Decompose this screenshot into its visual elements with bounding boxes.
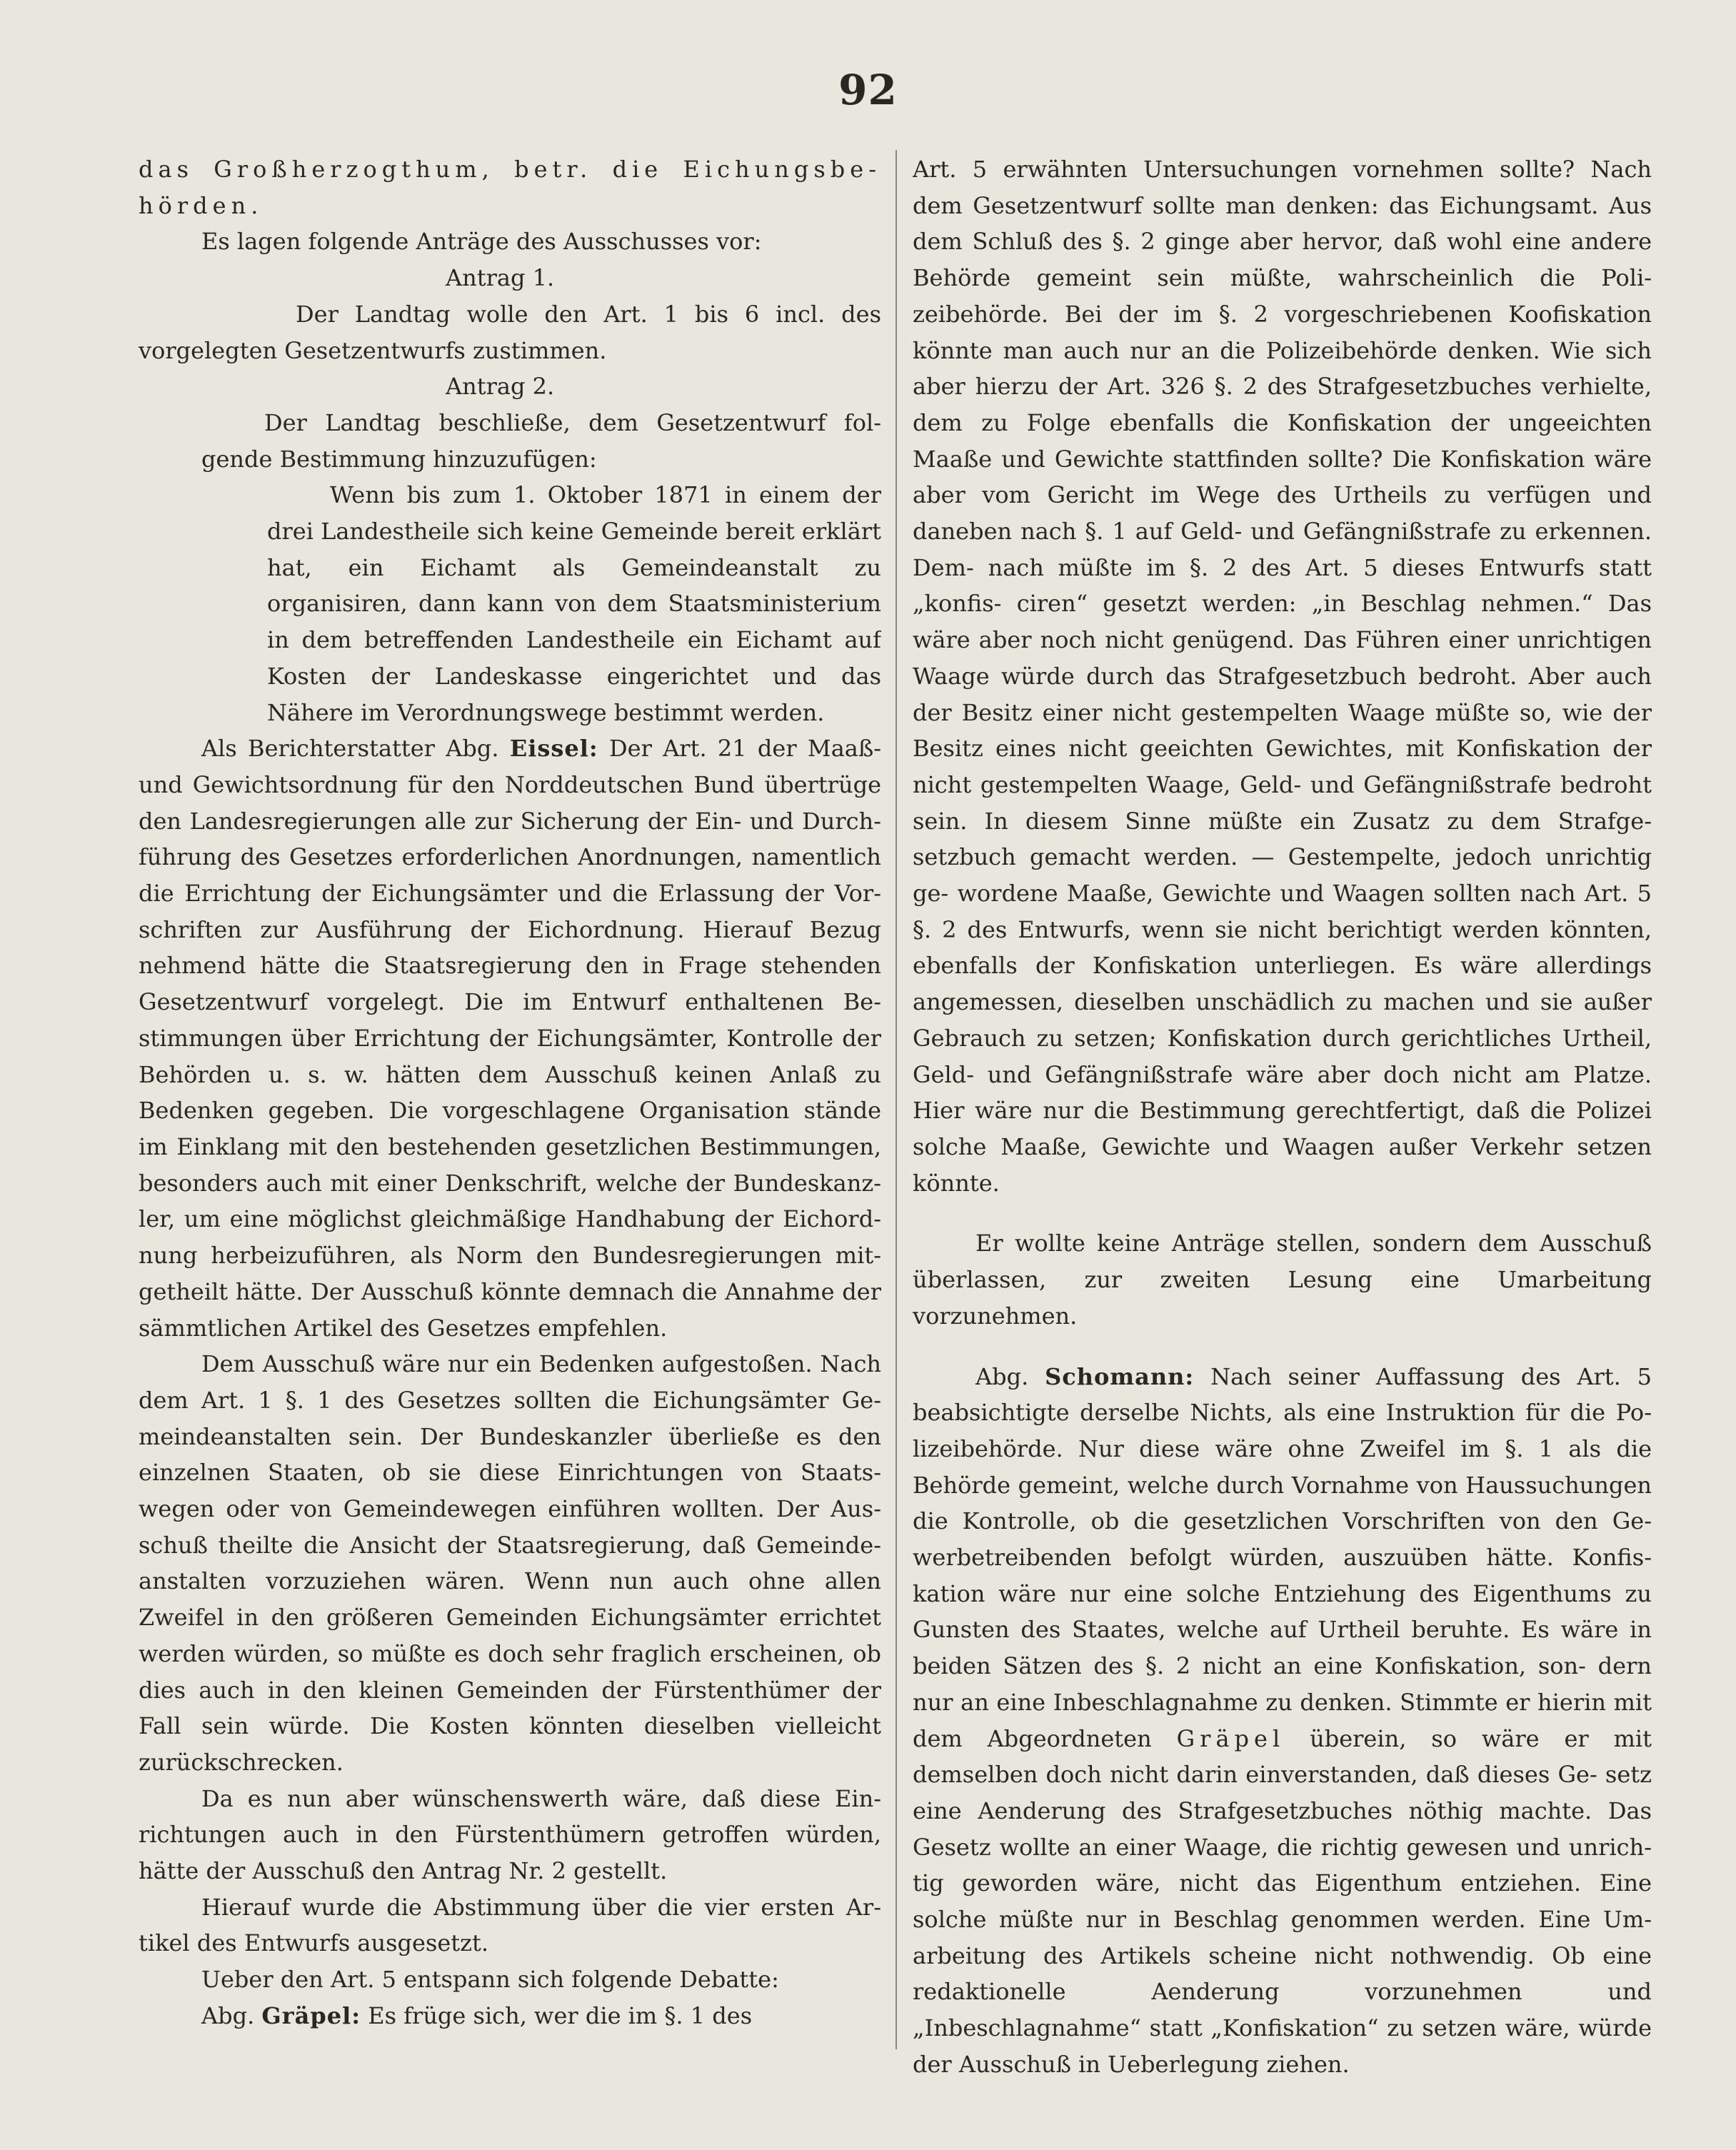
speech-text: Es früge sich, wer die im §. 1 des <box>368 2001 753 2029</box>
left-column <box>139 151 881 2108</box>
motion-text: Der Landtag beschließe, dem Gesetzentwurf fol- gende Bestimmung hinzuzufügen: <box>201 408 881 473</box>
paragraph: Er wollte keine Anträge stellen, sondern dem Ausschuß überlassen, zur zweiten Lesung eine Umarbeitung vorzunehmen. <box>913 1230 1652 1330</box>
paragraph: Art. 5 erwähnten Untersuchungen vornehmen sollte? Nach dem Gesetzentwurf sollte man denken: das Eichungsamt. Aus dem Schluß des §. 2 ginge aber hervor, daß wohl eine andere Behörde gemeint sein müßte, wahrscheinlich die Poli- zeibehörde. Bei der im §. 2 vorgeschriebenen Koofiskation könnte man auch nur an die Polizeibehörde denken. Wie sich aber hierzu der Art. 326 §. 2 des Strafgesetzbuches verhielte, dem zu Folge ebenfalls die Konfiskation der ungeeichten Maaße und Gewichte stattfinden sollte? Die Konfiskation wäre aber vom Gericht im Wege des Urtheils zu verfügen und daneben nach §. 1 auf Geld- und Gefängnißstrafe zu erkennen. Dem- nach müßte im §. 2 des Art. 5 dieses Entwurfs statt „konfis- ciren“ gesetzt werden: „in Beschlag nehmen.“ Das wäre aber noch nicht genügend. Das Führen einer unrichtigen Waage würde durch das Strafgesetzbuch bedroht. Aber auch der Besitz einer nicht gestempelten Waage müßte so, wie der Besitz eines nicht geeichten Gewichtes, mit Konfiskation der nicht gestempelten Waage, Geld- und Gefängnißstrafe bedroht sein. In diesem Sinne müßte ein Zusatz zu dem Strafge- setzbuch gemacht werden. — Gestempelte, jedoch unrichtig ge- wordene Maaße, Gewichte und Waagen sollten nach Art. 5 §. 2 des Entwurfs, wenn sie nicht berichtigt werden könnten, ebenfalls der Konfiskation unterliegen. Es wäre allerdings angemessen, dieselben unschädlich zu machen und sie außer Gebrauch zu setzen; Konfiskation durch gerichtliches Urtheil, Geld- und Gefängnißstrafe wäre aber doch nicht am Platze. Hier wäre nur die Bestimmung gerechtfertigt, daß die Polizei solche Maaße, Gewichte und Waagen außer Verkehr setzen könnte. <box>913 156 1652 1197</box>
paragraph <box>913 1359 1652 2083</box>
column-divider <box>895 150 897 2049</box>
page-number: 92 <box>838 66 898 114</box>
speech-text: überein, so wäre er mit demselben doch nicht darin einverstanden, daß dieses Ge- setz eine Aenderung des Strafgesetzbuches nöthig machte. Das Gesetz wollte an einer Waage, die richtig gewesen und unrich- tig geworden wäre, nicht das Eigenthum entziehen. Eine solche müßte nur in Beschlag genommen werden. Eine Um- arbeitung des Artikels scheine nicht nothwendig. Ob eine redaktionelle Aenderung vorzunehmen und „Inbeschlagnahme“ statt „Konfiskation“ zu setzen wäre, würde der Ausschuß in Ueberlegung ziehen. <box>913 1724 1652 2078</box>
paragraph <box>139 730 881 1346</box>
paragraph: Da es nun aber wünschenswerth wäre, daß diese Ein- richtungen auch in den Fürstenthümern getroffen würden, hätte der Ausschuß den Antrag Nr. 2 gestellt. <box>139 1784 881 1885</box>
motion-text: Der Landtag wolle den Art. 1 bis 6 incl. des vorgelegten Gesetzentwurfs zustimmen. <box>139 300 881 364</box>
speech-text: Nach seiner Auffassung des Art. 5 beabsichtigte derselbe Nichts, als eine Instruktion für die Po- lizeibehörde. Nur diese wäre ohne Zweifel im §. 1 als die Behörde gemeint, welche durch Vornahme von Haussuchungen die Kontrolle, ob die gesetzlichen Vorschriften von den Ge- werbetreibenden befolgt würden, auszuüben hätte. Konfis- kation wäre nur eine solche Entziehung des Eigenthums zu Gunsten des Staates, welche auf Urtheil beruhte. Es wäre in beiden Sätzen des §. 2 nicht an eine Konfiskation, son- dern nur an eine Inbeschlagnahme zu denken. Stimmte er hierin mit dem Abgeordneten <box>913 1362 1652 1752</box>
right-column <box>913 151 1652 2108</box>
paragraph: Dem Ausschuß wäre nur ein Bedenken aufgestoßen. Nach dem Art. 1 §. 1 des Gesetzes sollten die Eichungsämter Ge- meindeanstalten sein. Der Bundeskanzler überließe es den einzelnen Staaten, ob sie diese Einrichtungen von Staats- wegen oder von Gemeindewegen einführen wollten. Der Aus- schuß theilte die Ansicht der Staatsregierung, daß Gemeinde- anstalten vorzuziehen wären. Wenn nun auch ohne allen Zweifel in den größeren Gemeinden Eichungsämter errichtet werden würden, so müßte es doch sehr fraglich erscheinen, ob dies auch in den kleinen Gemeinden der Fürstenthümer der Fall sein würde. Die Kosten könnten dieselben vielleicht zurückschrecken. <box>139 1350 881 1776</box>
motion-condition: Wenn bis zum 1. Oktober 1871 in einem der drei Landestheile sich keine Gemeinde bereit erklärt hat, ein Eichamt als Gemeindeanstalt zu organisiren, dann kann von dem Staatsministerium in dem betreffenden Landestheile ein Eichamt auf Kosten der Landeskasse eingerichtet und das Nähere im Verordnungswege bestimmt werden. <box>267 481 881 726</box>
speaker-name: Schomann: <box>1045 1362 1195 1390</box>
referenced-name: Gräpel <box>1176 1724 1285 1752</box>
paragraph: Es lagen folgende Anträge des Ausschusses vor: <box>201 228 762 256</box>
speech-text: Der Art. 21 der Maaß- und Gewichtsordnung für den Norddeutschen Bund übertrüge den Landesregierungen alle zur Sicherung der Ein- und Durch- führung des Gesetzes erforderlichen Anordnungen, namentlich die Errichtung der Eichungsämter und die Erlassung der Vor- schriften zur Ausführung der Eichordnung. Hierauf Bezug nehmend hätte die Staatsregierung den in Frage stehenden Gesetzentwurf vorgelegt. Die im Entwurf enthaltenen Be- stimmungen über Errichtung der Eichungsämter, Kontrolle der Behörden u. s. w. hätten dem Ausschuß keinen Anlaß zu Bedenken gegeben. Die vorgeschlagene Organisation stände im Einklang mit den bestehenden gesetzlichen Bestimmungen, besonders auch mit einer Denkschrift, welche der Bundeskanz- ler, um eine möglichst gleichmäßige Handhabung der Eichord- nung herbeizuführen, als Norm den Bundesregierungen mit- getheilt hätte. Der Ausschuß könnte demnach die Annahme der sämmtlichen Artikel des Gesetzes empfehlen. <box>139 735 881 1342</box>
speaker-name: Eissel: <box>509 735 598 763</box>
paragraph: das Großherzogthum, betr. die Eichungsbe- hörden. <box>139 156 881 219</box>
speaker-intro: Abg. <box>975 1362 1029 1390</box>
speaker-intro: Als Berichterstatter Abg. <box>201 735 499 763</box>
motion-heading: Antrag 2. <box>446 373 555 401</box>
paragraph: Ueber den Art. 5 entspann sich folgende Debatte: <box>201 1966 779 1994</box>
paragraph: Hierauf wurde die Abstimmung über die vier ersten Ar- tikel des Entwurfs ausgesetzt. <box>139 1893 881 1957</box>
motion-heading: Antrag 1. <box>446 264 555 292</box>
speaker-name: Gräpel: <box>261 2001 361 2029</box>
paragraph <box>139 1998 881 2034</box>
speaker-intro: Abg. <box>201 2001 255 2029</box>
